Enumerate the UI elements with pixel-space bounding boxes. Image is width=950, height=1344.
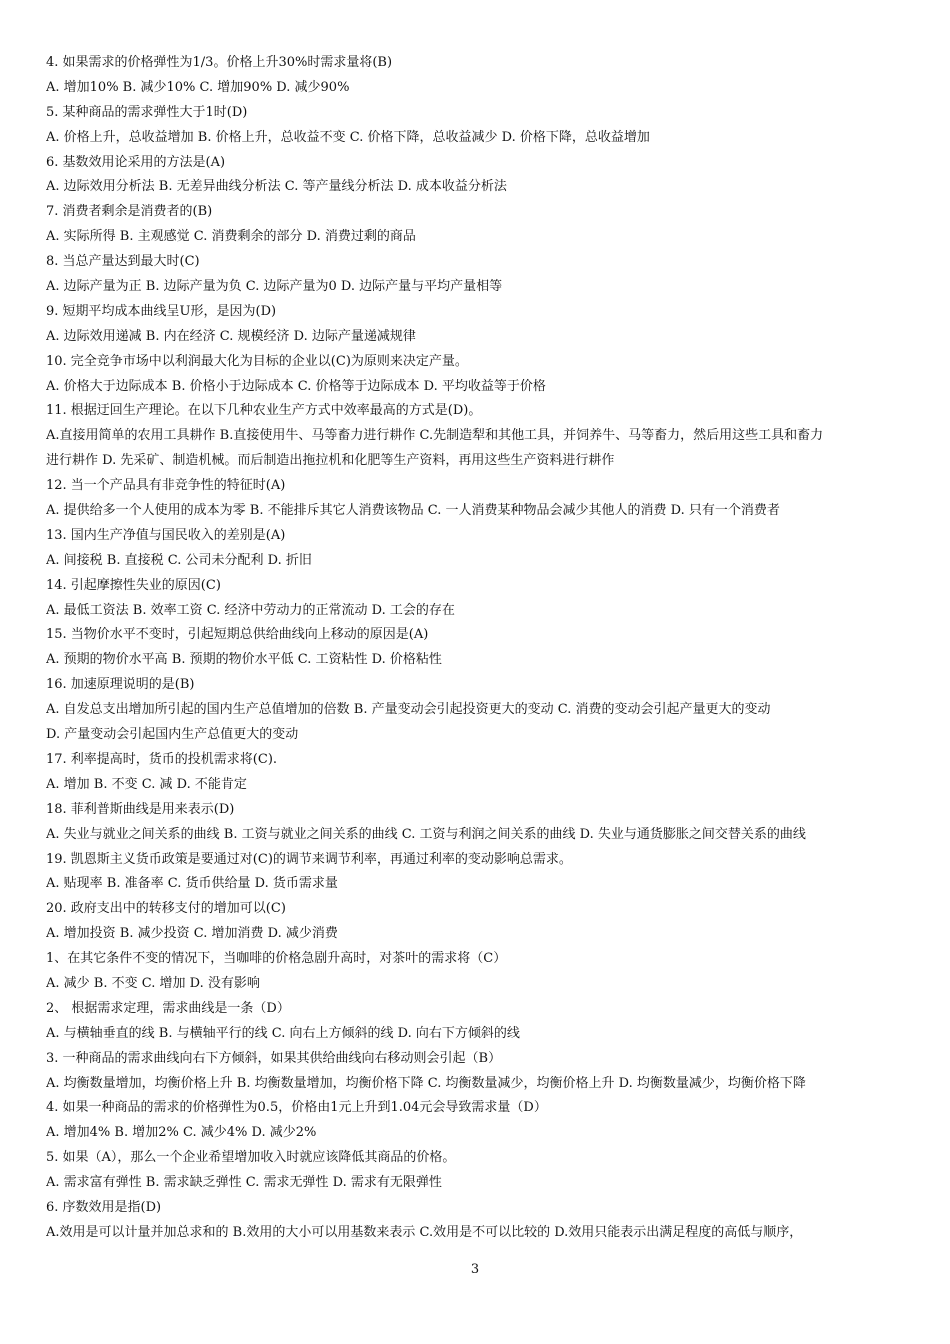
question-line: 2、 根据需求定理，需求曲线是一条（D） [46,1000,290,1016]
answer-options: A. 失业与就业之间关系的曲线 B. 工资与就业之间关系的曲线 C. 工资与利润之间关系的曲线 D. 失业与通货膨胀之间交替关系的曲线 [46,826,806,842]
question-line: 6. 序数效用是指(D) [46,1199,162,1215]
answer-options: A. 边际产量为正 B. 边际产量为负 C. 边际产量为0 D. 边际产量与平均产量相等 [46,279,503,295]
answer-options: A. 均衡数量增加，均衡价格上升 B. 均衡数量增加，均衡价格下降 C. 均衡数量减少，均衡价格上升 D. 均衡数量减少，均衡价格下降 [46,1075,806,1091]
question-line: 3. 一种商品的需求曲线向右下方倾斜，如果其供给曲线向右移动则会引起（B） [46,1050,502,1066]
question-line: 4. 如果一种商品的需求的价格弹性为0.5，价格由1元上升到1.04元会导致需求量（D） [46,1100,547,1116]
question-line: 1、在其它条件不变的情况下，当咖啡的价格急剧升高时，对茶叶的需求将（C） [46,951,507,967]
answer-options: A. 最低工资法 B. 效率工资 C. 经济中劳动力的正常流动 D. 工会的存在 [46,602,455,618]
answer-options: A. 价格大于边际成本 B. 价格小于边际成本 C. 价格等于边际成本 D. 平均收益等于价格 [46,378,546,394]
question-line: 8. 当总产量达到最大时(C) [46,254,200,270]
answer-options: A. 预期的物价水平高 B. 预期的物价水平低 C. 工资粘性 D. 价格粘性 [46,652,442,668]
question-line: 7. 消费者剩余是消费者的(B) [46,204,213,220]
answer-options: A. 自发总支出增加所引起的国内生产总值增加的倍数 B. 产量变动会引起投资更大的变动 C. 消费的变动会引起产量更大的变动 [46,702,771,718]
question-list [46,51,916,1246]
answer-options: A. 实际所得 B. 主观感觉 C. 消费剩余的部分 D. 消费过剩的商品 [46,229,416,245]
question-line: 4. 如果需求的价格弹性为1/3。价格上升30%时需求量将(B) [46,55,393,70]
answer-options: A. 提供给多一个人使用的成本为零 B. 不能排斥其它人消费该物品 C. 一人消费某种物品会减少其他人的消费 D. 只有一个消费者 [46,503,780,519]
question-line: 20. 政府支出中的转移支付的增加可以(C) [46,901,286,917]
question-line: 5. 如果（A），那么一个企业希望增加收入时就应该降低其商品的价格。 [46,1150,456,1166]
question-line: 10. 完全竞争市场中以利润最大化为目标的企业以(C)为原则来决定产量。 [46,353,468,369]
answer-options: D. 产量变动会引起国内生产总值更大的变动 [46,727,299,743]
question-line: 13. 国内生产净值与国民收入的差别是(A) [46,527,286,543]
answer-options: A. 增加4% B. 增加2% C. 减少4% D. 减少2% [46,1125,317,1141]
question-line: 6. 基数效用论采用的方法是(A) [46,154,226,170]
question-line: 5. 某种商品的需求弹性大于1时(D) [46,104,248,120]
answer-options: A. 边际效用递减 B. 内在经济 C. 规模经济 D. 边际产量递减规律 [46,328,416,344]
question-line: 12. 当一个产品具有非竞争性的特征时(A) [46,478,286,494]
page-number: 3 [470,1262,480,1277]
answer-options: A. 增加10% B. 减少10% C. 增加90% D. 减少90% [46,79,350,95]
answer-options: 进行耕作 D. 先采矿、制造机械。而后制造出拖拉机和化肥等生产资料，再用这些生产资料进行耕作 [46,453,615,469]
question-line: 19. 凯恩斯主义货币政策是要通过对(C)的调节来调节利率，再通过利率的变动影响总需求。 [46,851,572,867]
question-line: 11. 根据迂回生产理论。在以下几种农业生产方式中效率最高的方式是(D)。 [46,403,482,419]
question-line: 16. 加速原理说明的是(B) [46,677,195,693]
answer-options: A. 需求富有弹性 B. 需求缺乏弹性 C. 需求无弹性 D. 需求有无限弹性 [46,1175,442,1191]
answer-options: A. 价格上升，总收益增加 B. 价格上升，总收益不变 C. 价格下降，总收益减少 D. 价格下降，总收益增加 [46,129,650,145]
question-line: 15. 当物价水平不变时，引起短期总供给曲线向上移动的原因是(A) [46,627,429,643]
answer-options: A.效用是可以计量并加总求和的 B.效用的大小可以用基数来表示 C.效用是不可以比较的 D.效用只能表示出满足程度的高低与顺序， [46,1224,803,1240]
answer-options: A. 贴现率 B. 准备率 C. 货币供给量 D. 货币需求量 [46,876,338,892]
answer-options: A. 增加投资 B. 减少投资 C. 增加消费 D. 减少消费 [46,926,338,942]
answer-options: A. 间接税 B. 直接税 C. 公司未分配利 D. 折旧 [46,552,312,568]
answer-options: A.直接用简单的农用工具耕作 B.直接使用牛、马等畜力进行耕作 C.先制造犁和其他工具，并饲养牛、马等畜力，然后用这些工具和畜力 [46,428,824,444]
answer-options: A. 减少 B. 不变 C. 增加 D. 没有影响 [46,975,260,991]
question-line: 14. 引起摩擦性失业的原因(C) [46,577,221,593]
question-line: 18. 菲利普斯曲线是用来表示(D) [46,801,235,817]
question-line: 17. 利率提高时，货币的投机需求将(C). [46,751,278,767]
answer-options: A. 增加 B. 不变 C. 减 D. 不能肯定 [46,776,247,792]
question-line: 9. 短期平均成本曲线呈U形，是因为(D) [46,303,277,319]
answer-options: A. 与横轴垂直的线 B. 与横轴平行的线 C. 向右上方倾斜的线 D. 向右下方倾斜的线 [46,1025,520,1041]
answer-options: A. 边际效用分析法 B. 无差异曲线分析法 C. 等产量线分析法 D. 成本收益分析法 [46,179,507,195]
